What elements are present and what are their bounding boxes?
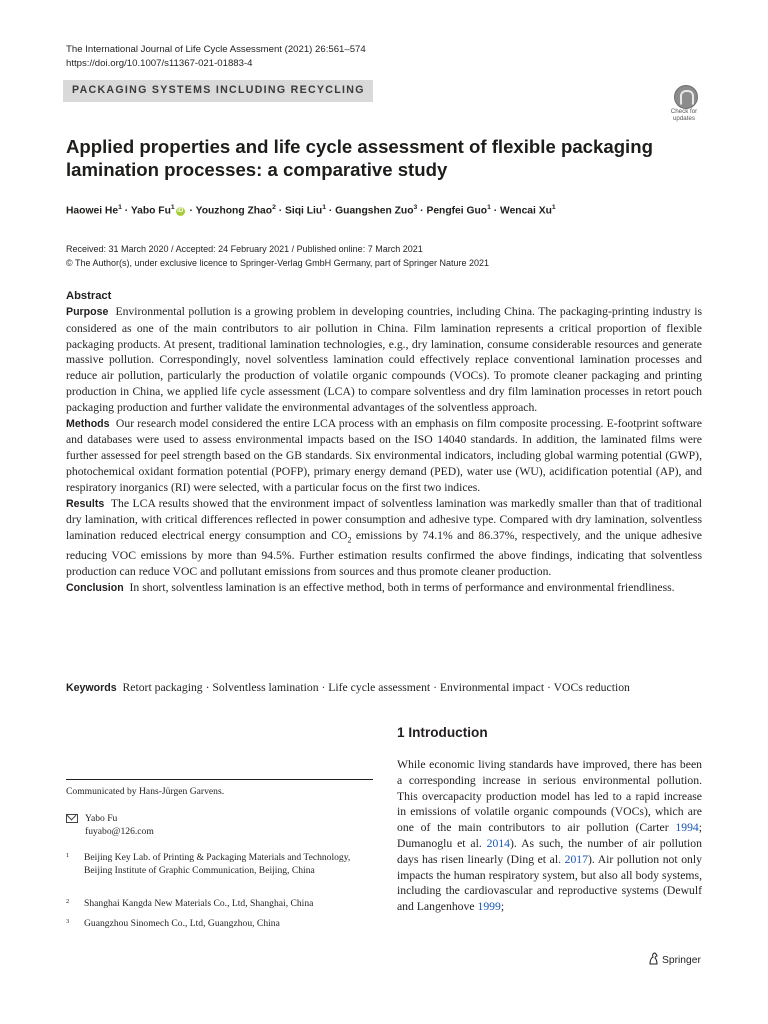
author-name[interactable]: Guangshen Zuo	[335, 205, 414, 217]
author-name[interactable]: Youzhong Zhao	[195, 205, 273, 217]
journal-header	[66, 43, 366, 70]
communicated-by: Communicated by Hans-Jürgen Garvens.	[66, 786, 225, 797]
envelope-icon	[66, 814, 78, 823]
bookmark-icon	[674, 85, 698, 109]
affiliation-marker: 1	[551, 204, 556, 211]
intro-text-2: ; Dumanoglu et al.	[397, 821, 702, 850]
keywords-label: Keywords	[66, 682, 117, 694]
affiliation-item	[66, 897, 366, 910]
introduction-paragraph	[397, 757, 702, 915]
footnote-divider	[66, 779, 373, 780]
section-banner	[63, 80, 373, 102]
affiliation-marker: 1	[487, 204, 491, 211]
citation-link[interactable]: 2014	[486, 836, 511, 850]
corresponding-author	[66, 812, 154, 838]
abstract-purpose	[66, 304, 702, 416]
intro-text-5: ;	[500, 900, 505, 914]
methods-label: Methods	[66, 417, 110, 430]
affiliation-text: Beijing Key Lab. of Printing & Packaging Materials and Technology, Beijing Institute of Graphic Communication, Beijing, China	[84, 852, 351, 876]
springer-horse-icon	[648, 952, 659, 965]
conclusion-label: Conclusion	[66, 581, 124, 594]
section-label: PACKAGING SYSTEMS INCLUDING RECYCLING	[72, 84, 365, 96]
affiliation-marker: 3	[413, 204, 418, 211]
affiliation-number: 3	[66, 918, 70, 925]
purpose-label: Purpose	[66, 306, 109, 318]
publisher-logo	[648, 952, 701, 966]
orcid-icon[interactable]: iD	[177, 208, 184, 215]
article-title: Applied properties and life cycle assessment of flexible packaging lamination processes: a comparative study	[66, 136, 653, 180]
author-list: Haowei $He^1$ · Yabo $Fu^1iD$ · Youzhong Zhao$^2$ · Siqi Liu$^1$ · Guangshen Zuo$^3$ · Pengfei Guo$^1$ · Wencai Xu$^1$	[66, 204, 556, 217]
results-text-cont: emissions by 74.1% and 86.37%, respectively, and the unique adhesive reducing VOC emissions by more than 94.5%. Further estimation results confirmed the above findings, indicating that solventless production can reduce VOC and pollutant emissions from sources and thus promote cleaner production.	[66, 529, 702, 579]
conclusion-text: In short, solventless lamination is an effective method, both in terms of performance and environmental friendliness.	[129, 580, 675, 594]
abstract-heading: Abstract	[66, 290, 112, 302]
co2-subscript: 2	[347, 535, 352, 545]
intro-text-4: ). Air pollution not only impacts the human respiratory system, but also all body systems, including the cardiovascular and reproductive systems (Dewulf and Langenhove	[397, 852, 702, 914]
affiliation-item	[66, 917, 366, 930]
affiliation-text: Shanghai Kangda New Materials Co., Ltd, Shanghai, China	[84, 898, 314, 909]
results-text: The LCA results showed that the environment impact of solventless lamination was markedly smaller than that of traditional dry lamination, with critical differences reflected in power consumption and adhesive type. Compared with dry lamination, solventless lamination reduced electrical energy consumption and CO	[66, 496, 702, 543]
affiliation-item	[66, 851, 366, 877]
corresponding-author-name: Yabo Fu	[85, 813, 118, 824]
affiliation-marker: 1	[170, 204, 175, 211]
doi-link[interactable]: https://doi.org/10.1007/s11367-021-01883-4	[66, 57, 253, 69]
introduction-heading: 1 Introduction	[397, 725, 488, 740]
check-for-updates-label: Check for updates	[670, 108, 698, 122]
check-for-updates-badge[interactable]	[664, 84, 704, 126]
results-label: Results	[66, 497, 105, 510]
intro-text-3: ). As such, the number of air pollution days has risen linearly (Ding et al.	[397, 836, 702, 866]
affiliation-text: Guangzhou Sinomech Co., Ltd, Guangzhou, China	[84, 918, 280, 929]
publisher-name: Springer	[662, 955, 701, 966]
corresponding-author-email[interactable]: fuyabo@126.com	[85, 826, 154, 837]
abstract-conclusion	[66, 580, 702, 597]
citation-link[interactable]: 1999	[477, 900, 501, 914]
affiliation-number: 2	[66, 898, 70, 905]
abstract-section	[66, 290, 702, 597]
keywords-line	[66, 681, 630, 694]
citation-link[interactable]: 2017	[564, 852, 588, 866]
author-name[interactable]: Haowei He	[66, 205, 119, 217]
methods-text: Our research model considered the entire LCA process with an emphasis on film composite processing. E-footprint software and databases were used to assess environmental impacts based on the ISO 14040 standards. In addition, the laminated films were further assessed for peel strength based on the GB standards. Six environmental indicators, including global warming potential (GWP), photochemical oxidant formation potential (POFP), primary energy demand (PED), water use (WU), acidification potential (AP), and respiratory inorganics (RI) were selected, with a particular focus on the first two indices.	[66, 416, 702, 494]
author-name[interactable]: Wencai Xu	[500, 205, 552, 217]
article-history	[66, 242, 489, 270]
author-name[interactable]: Yabo Fu	[130, 205, 171, 217]
abstract-results	[66, 496, 702, 580]
purpose-text: Environmental pollution is a growing problem in developing countries, including China. The packaging-printing industry is considered as one of the main contributors to air pollution in China. Film lamination represents a critical proportion of flexible packaging products. At present, traditional lamination technologies, e.g., dry lamination, consume considerable resources and generate massive pollution. Correspondingly, novel solventless lamination could effectively replace conventional lamination processes and reduce air pollution, particularly the production of volatile organic compounds (VOCs). To promote cleaner packaging and printing production in China, we applied life cycle assessment (LCA) to compare solventless and dry film lamination processes in retort pouch packaging production and further validate the environmental advantages of the solventless approach.	[66, 305, 703, 414]
author-name[interactable]: Pengfei Guo	[426, 205, 488, 217]
affiliation-marker: 1	[118, 204, 122, 211]
keywords-text: Retort packaging · Solventless lamination · Life cycle assessment · Environmental impact · VOCs reduction	[122, 681, 630, 694]
affiliation-marker: 2	[272, 204, 276, 211]
journal-citation: The International Journal of Life Cycle Assessment (2021) 26:561–574	[66, 44, 366, 55]
author-name[interactable]: Siqi Liu	[285, 205, 323, 217]
citation-link[interactable]: 1994	[675, 821, 699, 835]
affiliation-marker: 1	[322, 204, 326, 211]
publication-dates: Received: 31 March 2020 / Accepted: 24 February 2021 / Published online: 7 March 2021	[66, 244, 423, 254]
abstract-methods	[66, 416, 702, 496]
affiliation-number: 1	[66, 852, 70, 859]
intro-text-1: While economic living standards have improved, there has been a corresponding increase in serious environmental pollution. This overcapacity production model has led to a rapid increase in emissions of volatile organic compounds (VOCs), which are one of the main contributors to air pollution (Carter	[397, 758, 702, 835]
copyright-line: © The Author(s), under exclusive licence to Springer-Verlag GmbH Germany, part of Springer Nature 2021	[66, 258, 489, 268]
